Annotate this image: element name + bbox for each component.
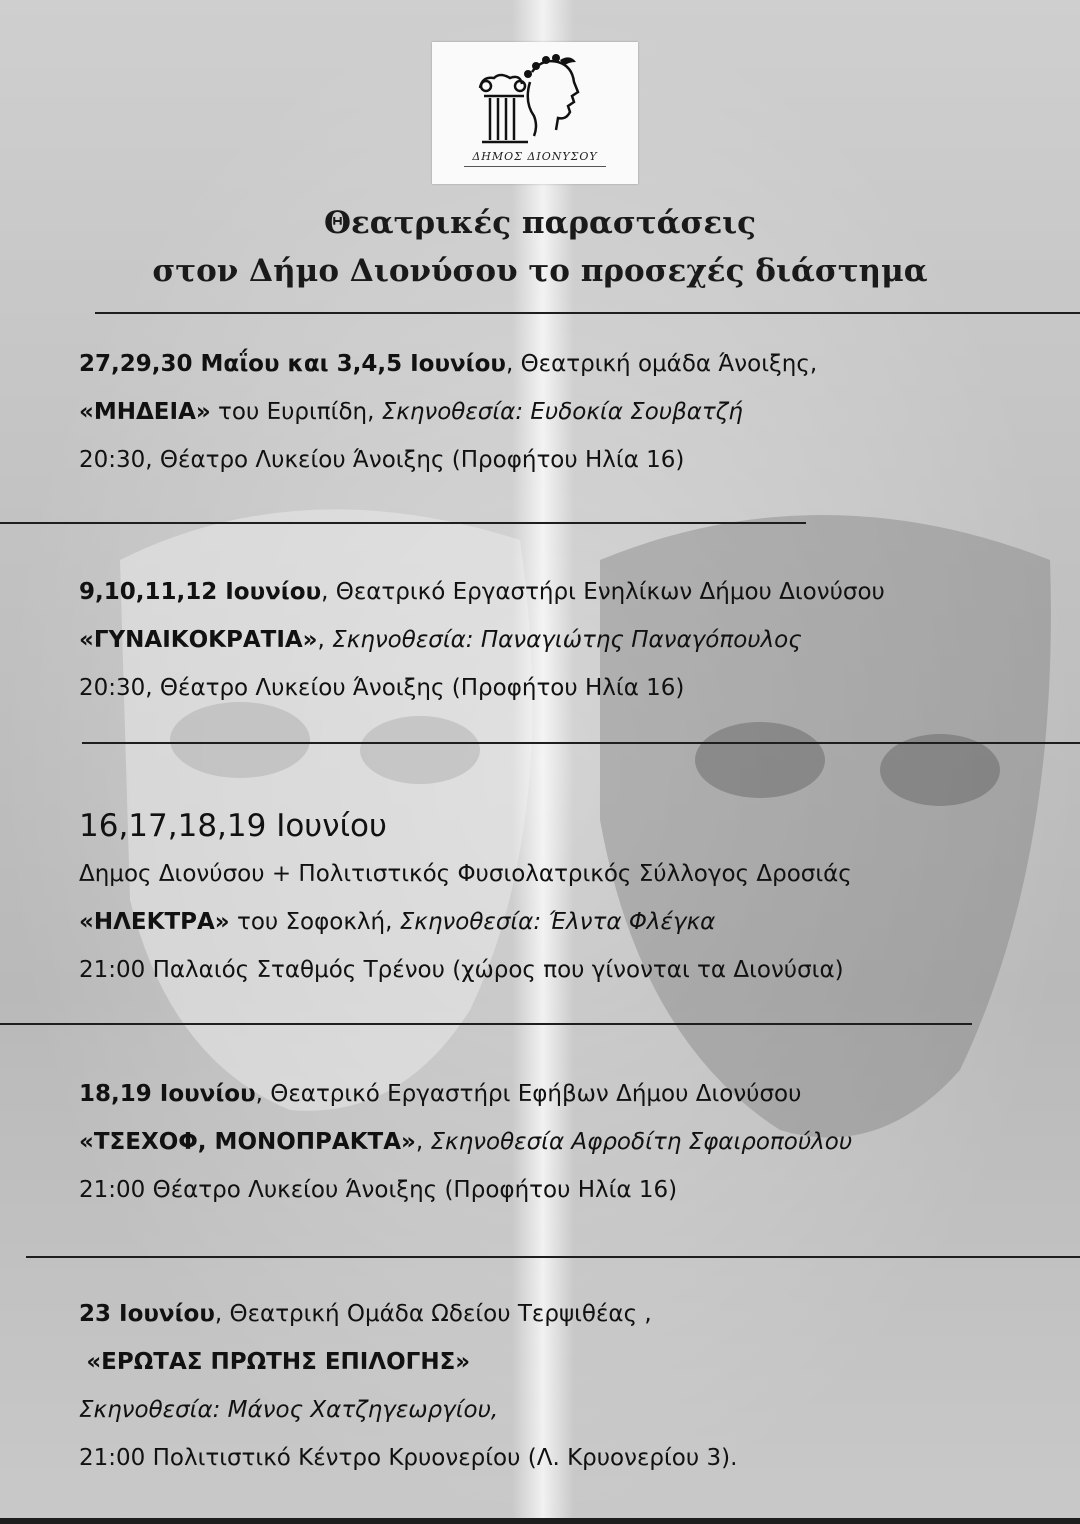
event-group: Θεατρικό Εργαστήρι Ενηλίκων Δήμου Διονύσου bbox=[335, 579, 885, 605]
logo-text: ΔΗΜΟΣ ΔΙΟΝΥΣΟΥ bbox=[472, 150, 598, 163]
event-electra bbox=[79, 802, 852, 994]
event-line: «ΤΣΕΧΟΦ, ΜΟΝΟΠΡΑΚΤΑ», Σκηνοθεσία Αφροδίτη Σφαιροπούλου bbox=[79, 1129, 853, 1155]
event-line: 23 Ιουνίου, Θεατρική Ομάδα Ωδείου Τερψιθέας , bbox=[79, 1301, 652, 1327]
event-direction: Σκηνοθεσία: Παναγιώτης Παναγόπουλος bbox=[332, 627, 802, 653]
divider bbox=[0, 1023, 972, 1025]
divider bbox=[26, 1256, 1080, 1258]
event-line: 18,19 Ιουνίου, Θεατρικό Εργαστήρι Εφήβων Δήμου Διονύσου bbox=[79, 1081, 802, 1107]
event-medea bbox=[79, 340, 817, 484]
event-time-venue: 20:30, Θέατρο Λυκείου Άνοιξης (Προφήτου Ηλία 16) bbox=[79, 675, 685, 701]
event-direction: Σκηνοθεσία: Ευδοκία Σουβατζή bbox=[381, 399, 743, 425]
event-group: Δημος Διονύσου + Πολιτιστικός Φυσιολατρικός Σύλλογος Δροσιάς bbox=[79, 861, 852, 887]
event-play-title: «ΗΛΕΚΤΡΑ» bbox=[79, 909, 230, 935]
municipality-logo bbox=[432, 42, 638, 184]
event-play-title: «ΜΗΔΕΙΑ» bbox=[79, 399, 211, 425]
event-dates: 18,19 Ιουνίου bbox=[79, 1081, 256, 1107]
logo-underline bbox=[464, 166, 606, 167]
event-group: Θεατρική ομάδα Άνοιξης, bbox=[520, 351, 818, 377]
event-time-venue: 20:30, Θέατρο Λυκείου Άνοιξης (Προφήτου Ηλία 16) bbox=[79, 447, 685, 473]
event-group: Θεατρική Ομάδα Ωδείου Τερψιθέας , bbox=[229, 1301, 652, 1327]
event-line: 9,10,11,12 Ιουνίου, Θεατρικό Εργαστήρι Ενηλίκων Δήμου Διονύσου bbox=[79, 579, 885, 605]
event-erotas bbox=[79, 1290, 737, 1482]
event-line bbox=[79, 1338, 737, 1386]
event-group: Θεατρικό Εργαστήρι Εφήβων Δήμου Διονύσου bbox=[270, 1081, 802, 1107]
divider bbox=[95, 312, 1080, 314]
event-play-title: «ΓΥΝΑΙΚΟΚΡΑΤΙΑ» bbox=[79, 627, 318, 653]
event-chekhov bbox=[79, 1070, 852, 1214]
event-line bbox=[79, 388, 817, 436]
event-time-venue: 21:00 Πολιτιστικό Κέντρο Κρυονερίου (Λ. Κρυονερίου 3). bbox=[79, 1445, 738, 1471]
event-play-title: «ΕΡΩΤΑΣ ΠΡΩΤΗΣ ΕΠΙΛΟΓΗΣ» bbox=[86, 1349, 471, 1375]
event-dates: 16,17,18,19 Ιουνίου bbox=[79, 808, 387, 844]
event-dates: 27,29,30 Μαΐου και 3,4,5 Ιουνίου bbox=[79, 351, 506, 377]
page-title-line1: Θεατρικές παραστάσεις bbox=[323, 205, 757, 241]
dionysus-head-icon bbox=[472, 52, 598, 148]
page-title-line2: στον Δήμο Διονύσου το προσεχές διάστημα bbox=[152, 253, 928, 289]
event-direction: Σκηνοθεσία: Μάνος Χατζηγεωργίου, bbox=[79, 1397, 499, 1423]
event-line: 27,29,30 Μαΐου και 3,4,5 Ιουνίου, Θεατρική ομάδα Άνοιξης, bbox=[79, 351, 818, 377]
event-line bbox=[79, 898, 852, 946]
event-direction: Σκηνοθεσία: Έλντα Φλέγκα bbox=[399, 909, 716, 935]
event-time-venue: 21:00 Παλαιός Σταθμός Τρένου (χώρος που γίνονται τα Διονύσια) bbox=[79, 957, 844, 983]
event-play-title: «ΤΣΕΧΟΦ, ΜΟΝΟΠΡΑΚΤΑ» bbox=[79, 1129, 416, 1155]
event-line: «ΓΥΝΑΙΚΟΚΡΑΤΙΑ», Σκηνοθεσία: Παναγιώτης Παναγόπουλος bbox=[79, 627, 802, 653]
bottom-border bbox=[0, 1518, 1080, 1524]
event-direction: Σκηνοθεσία Αφροδίτη Σφαιροπούλου bbox=[430, 1129, 853, 1155]
event-dates: 23 Ιουνίου bbox=[79, 1301, 215, 1327]
event-time-venue: 21:00 Θέατρο Λυκείου Άνοιξης (Προφήτου Ηλία 16) bbox=[79, 1177, 678, 1203]
event-author: του Σοφοκλή, bbox=[236, 909, 393, 935]
divider bbox=[0, 522, 806, 524]
event-dates: 9,10,11,12 Ιουνίου bbox=[79, 579, 322, 605]
event-gynaikokratia bbox=[79, 568, 885, 712]
event-author: του Ευριπίδη, bbox=[218, 399, 375, 425]
divider bbox=[82, 742, 1080, 744]
